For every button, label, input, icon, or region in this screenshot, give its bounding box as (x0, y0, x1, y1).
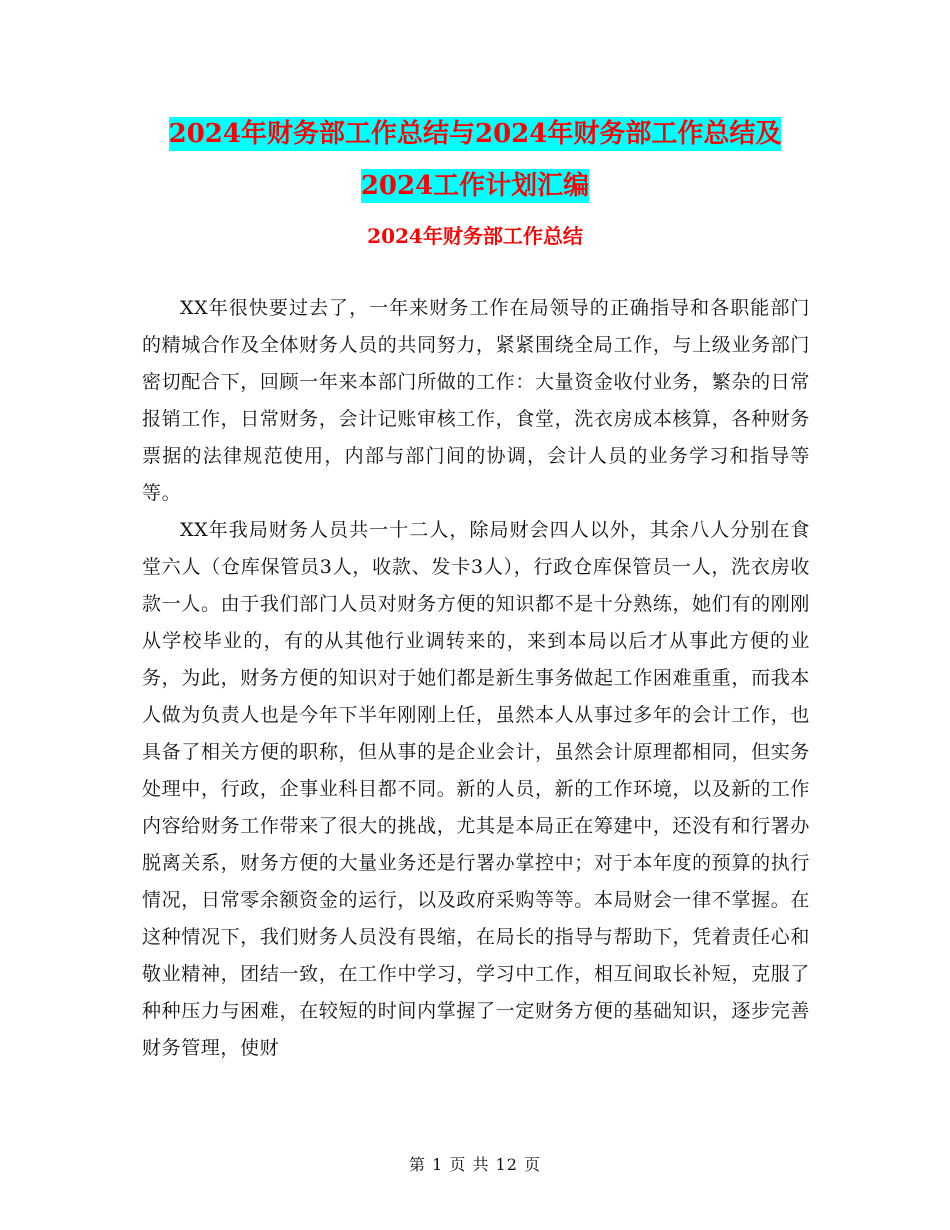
document-body (142, 290, 810, 1067)
document-title (0, 108, 950, 212)
section-title: 2024年财务部工作总结 (367, 224, 583, 248)
document-title-line-2: 2024工作计划汇编 (360, 171, 590, 201)
body-paragraph-2: XX年我局财务人员共一十二人，除局财会四人以外，其余八人分别在食堂六人（仓库保管员3人，收款、发卡3人），行政仓库保管员一人，洗衣房收款一人。由于我们部门人员对财务方便的知识都不是十分熟练，她们有的刚刚从学校毕业的，有的从其他行业调转来的，来到本局以后才从事此方便的业务，为此，财务方便的知识对于她们都是新生事务做起工作困难重重，而我本人做为负责人也是今年下半年刚刚上任，虽然本人从事过多年的会计工作，也具备了相关方便的职称，但从事的是企业会计，虽然会计原理都相同，但实务处理中，行政，企事业科目都不同。新的人员，新的工作环境，以及新的工作内容给财务工作带来了很大的挑战，尤其是本局正在筹建中，还没有和行署办脱离关系，财务方便的大量业务还是行署办掌控中；对于本年度的预算的执行情况，日常零余额资金的运行，以及政府采购等等。本局财会一律不掌握。在这种情况下，我们财务人员没有畏缩，在局长的指导与帮助下，凭着责任心和敬业精神，团结一致，在工作中学习，学习中工作，相互间取长补短，克服了种种压力与困难，在较短的时间内掌握了一定财务方便的基础知识，逐步完善财务管理，使财 (142, 519, 810, 1059)
document-title-line-1: 2024年财务部工作总结与2024年财务部工作总结及 (168, 119, 782, 149)
page-footer: 第 1 页 共 12 页 (409, 1155, 541, 1174)
body-paragraph-1: XX年很快要过去了，一年来财务工作在局领导的正确指导和各职能部门的精城合作及全体财务人员的共同努力，紧紧围绕全局工作，与上级业务部门密切配合下，回顾一年来本部门所做的工作：大量资金收付业务，繁杂的日常报销工作，日常财务，会计记账审核工作，食堂，洗衣房成本核算，各种财务票据的法律规范使用，内部与部门间的协调，会计人员的业务学习和指导等等。 (142, 297, 810, 504)
